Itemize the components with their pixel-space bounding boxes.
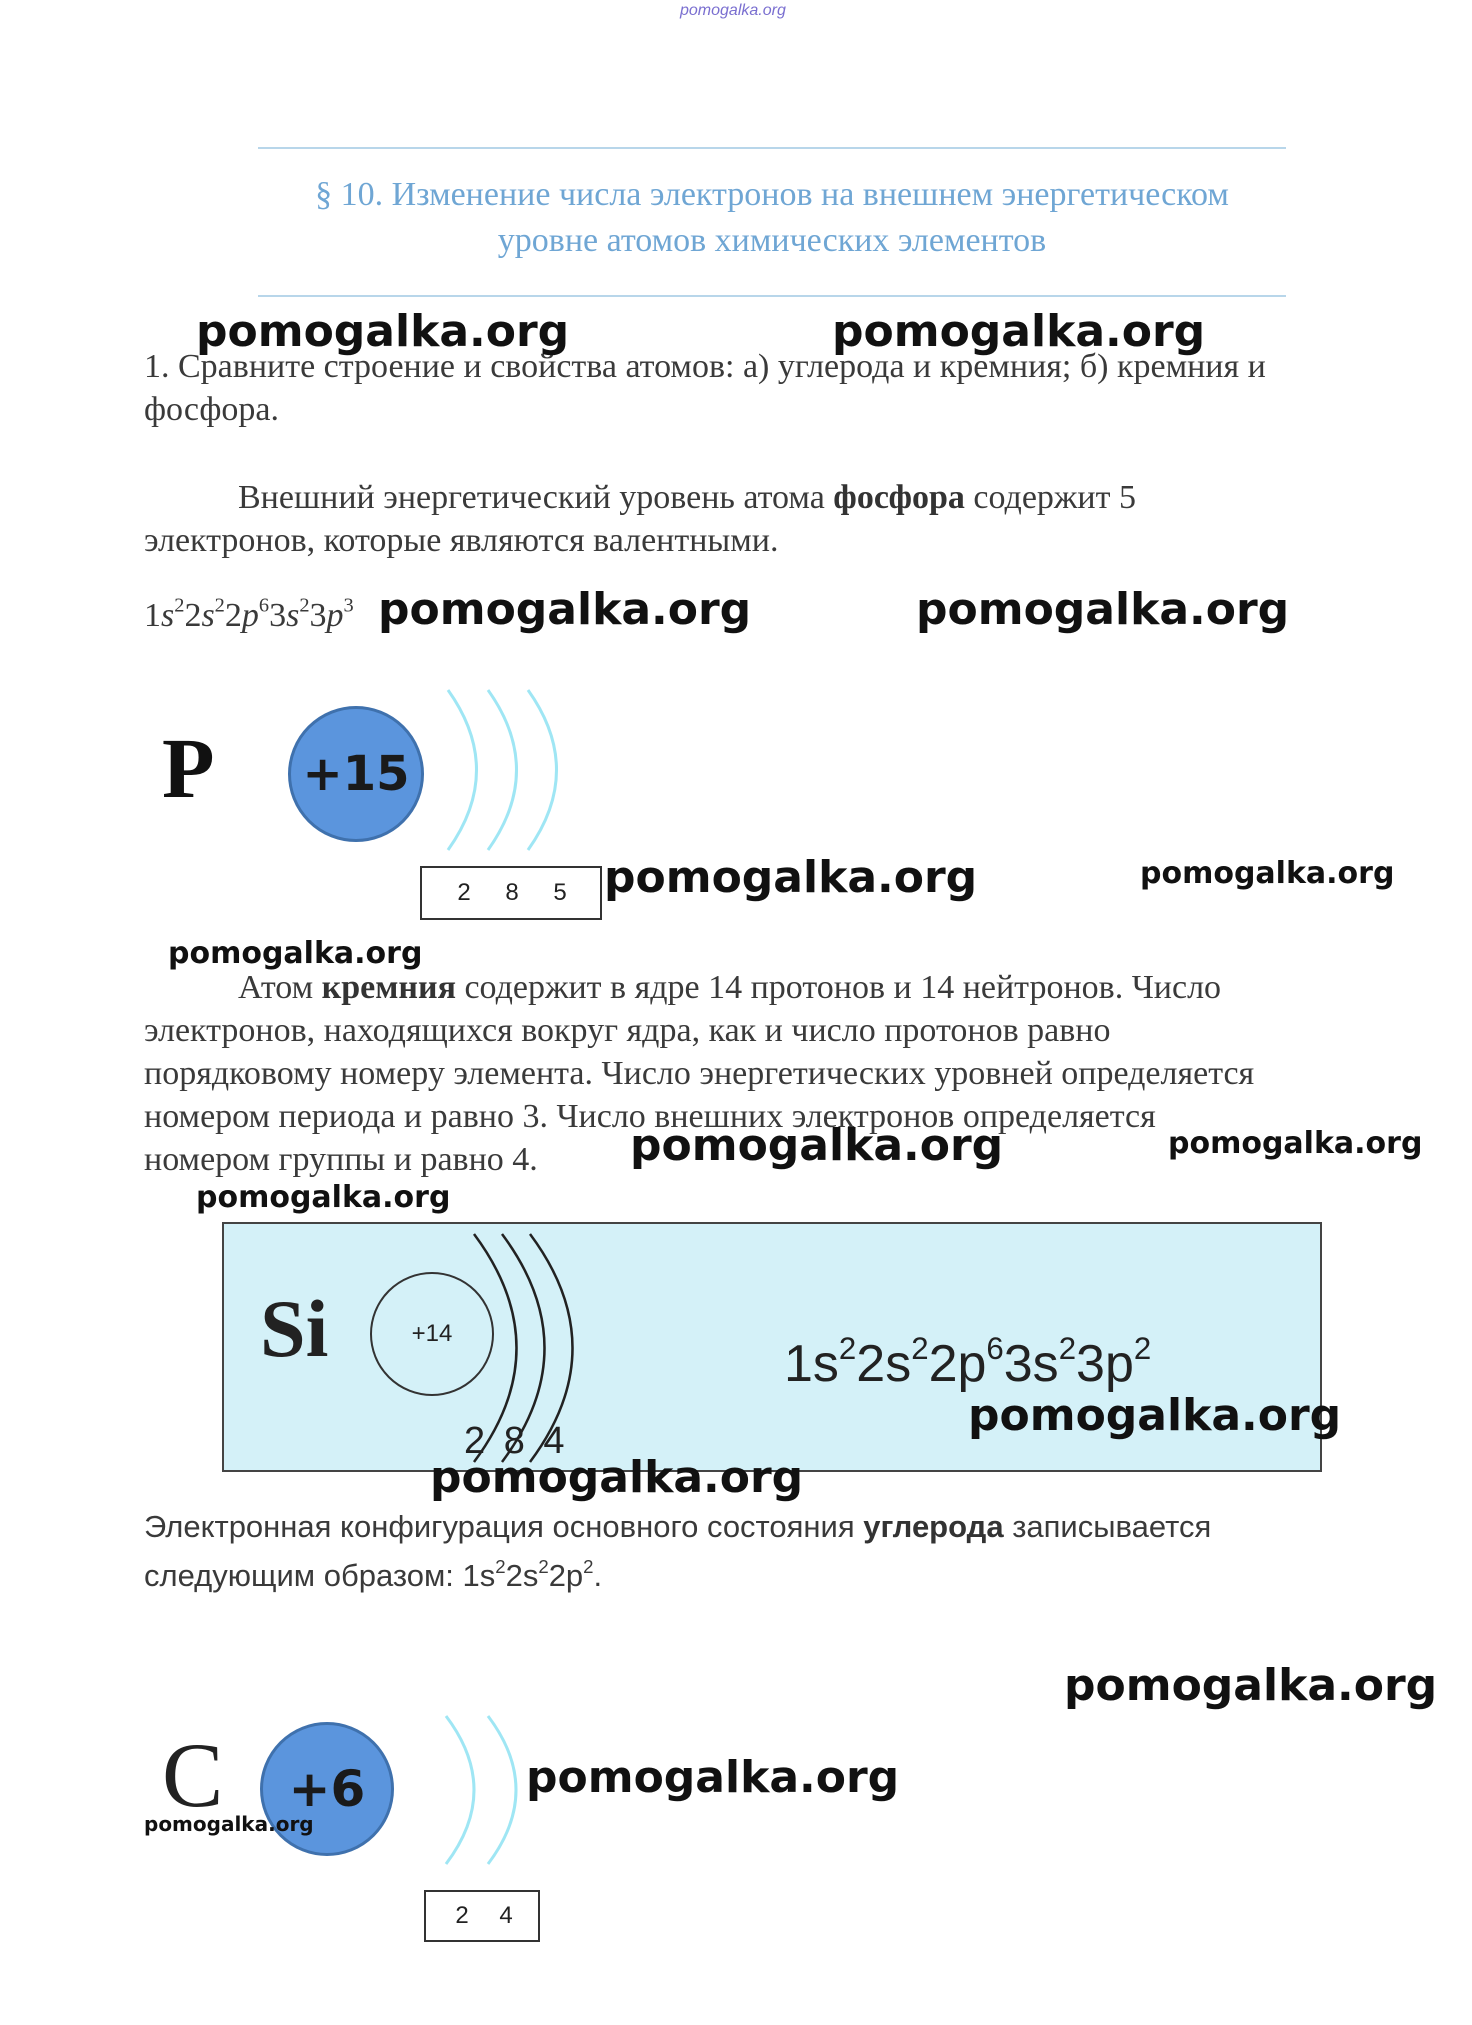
c-config-c3: 2p [548, 1558, 584, 1593]
watermark: pomogalka.org [604, 852, 978, 903]
phosphorus-line-1 [144, 476, 1394, 519]
phosphorus-line-2: электронов, которые являются валентными. [144, 522, 779, 559]
carbon-line2-pre: следующим образом: 1s [144, 1558, 496, 1593]
p-config-e1: 2 [174, 594, 185, 617]
carbon-text-pre: Электронная конфигурация основного состояния [144, 1509, 864, 1544]
c-config-end: . [593, 1558, 603, 1593]
phosphorus-text-post: содержит 5 [964, 479, 1136, 516]
phosphorus-bold: фосфора [833, 479, 965, 516]
p-config-s2: s [201, 597, 215, 634]
phosphorus-shell-counts [420, 866, 602, 920]
header-site-link[interactable]: pomogalka.org [680, 2, 786, 19]
p-config-p5: p [326, 597, 344, 634]
watermark: pomogalka.org [430, 1452, 804, 1503]
phosphorus-shell-3 [528, 690, 557, 850]
phosphorus-paragraph [144, 476, 1394, 562]
c-config-e3: 2 [583, 1555, 594, 1577]
carbon-text-post: записывается [1003, 1509, 1212, 1544]
silicon-line-3: порядковому номеру элемента. Число энергетических уровней определяется [144, 1055, 1255, 1092]
si-config-e2: 2 [911, 1331, 929, 1367]
carbon-line-1 [144, 1502, 1394, 1551]
p-config-n3: 2 [224, 597, 242, 634]
title-top-rule [258, 147, 1286, 149]
p-config-e5: 3 [343, 594, 354, 617]
silicon-symbol: Si [260, 1283, 329, 1374]
si-config-c3: 2p [928, 1335, 987, 1393]
phosphorus-nucleus [288, 706, 424, 842]
watermark: pomogalka.org [378, 584, 752, 635]
carbon-shell-2 [488, 1716, 516, 1864]
silicon-line-4: номером периода и равно 3. Число внешних электронов определяется [144, 1098, 1156, 1135]
si-config-c4: 3s [1003, 1335, 1059, 1393]
watermark: pomogalka.org [1168, 1126, 1423, 1161]
phosphorus-symbol: P [162, 720, 215, 816]
watermark: pomogalka.org [196, 306, 570, 357]
si-config-e3: 6 [986, 1331, 1004, 1367]
carbon-shell-count-2: 4 [499, 1902, 513, 1929]
c-config-e2: 2 [538, 1555, 549, 1577]
silicon-shell-count-1: 2 [464, 1420, 490, 1462]
p-config-n1: 1 [144, 597, 161, 634]
si-config-e4: 2 [1058, 1331, 1077, 1367]
p-config-p3: p [241, 597, 259, 634]
phosphorus-shells-icon [430, 670, 620, 870]
p-config-e2: 2 [214, 594, 225, 617]
watermark: pomogalka.org [1064, 1660, 1438, 1711]
carbon-bold: углерода [863, 1509, 1004, 1544]
watermark: pomogalka.org [968, 1390, 1342, 1441]
carbon-paragraph [144, 1502, 1394, 1600]
si-config-c1: 1s [784, 1335, 839, 1393]
title-bottom-rule [258, 295, 1286, 297]
p-config-e3: 6 [258, 594, 270, 617]
p-config-n2: 2 [184, 597, 202, 634]
silicon-text-pre: Атом [238, 969, 322, 1006]
p-config-n4: 3 [269, 597, 287, 634]
phosphorus-text-pre: Внешний энергетический уровень атома [238, 479, 834, 516]
phosphorus-charge: +15 [302, 746, 410, 802]
section-title-line-2: уровне атомов химических элементов [497, 222, 1047, 259]
si-config-c2: 2s [856, 1335, 912, 1393]
p-config-s4: s [286, 597, 300, 634]
silicon-config [784, 1331, 1152, 1394]
silicon-line-1 [144, 966, 1394, 1009]
watermark: pomogalka.org [630, 1120, 1004, 1171]
p-config-s1: s [161, 597, 175, 634]
question-line-2: фосфора. [144, 391, 280, 428]
phosphorus-shell-count-2: 8 [505, 879, 519, 906]
watermark: pomogalka.org [168, 936, 423, 971]
silicon-shell-count-2: 8 [503, 1420, 529, 1462]
silicon-shell-count-3: 4 [543, 1420, 569, 1462]
phosphorus-shell-1 [448, 690, 477, 850]
silicon-line-5: номером группы и равно 4. [144, 1141, 538, 1178]
silicon-line-2: электронов, находящихся вокруг ядра, как и число протонов равно [144, 1012, 1111, 1049]
p-config-n5: 3 [309, 597, 327, 634]
si-config-c5: 3p [1076, 1335, 1134, 1393]
watermark: pomogalka.org [916, 584, 1290, 635]
phosphorus-shell-2 [488, 690, 517, 850]
c-config-c2: 2s [505, 1558, 539, 1593]
carbon-symbol: C [162, 1724, 224, 1826]
phosphorus-shell-count-1: 2 [457, 879, 471, 906]
watermark: pomogalka.org [1140, 856, 1395, 891]
carbon-charge: +6 [288, 1760, 366, 1818]
phosphorus-shell-count-3: 5 [553, 879, 567, 906]
section-title [200, 172, 1344, 264]
si-config-e1: 2 [838, 1331, 857, 1367]
question-line-1: 1. Сравните строение и свойства атомов: а) углерода и кремния; б) кремния и [144, 348, 1266, 385]
carbon-shell-count-1: 2 [455, 1902, 469, 1929]
watermark: pomogalka.org [526, 1752, 900, 1803]
si-config-e5: 2 [1133, 1331, 1152, 1367]
watermark: pomogalka.org [144, 1812, 314, 1836]
watermark: pomogalka.org [196, 1180, 451, 1215]
silicon-text-post: содержит в ядре 14 протонов и 14 нейтронов. Число [455, 969, 1222, 1006]
silicon-bold: кремния [321, 969, 456, 1006]
carbon-shell-counts [424, 1890, 540, 1942]
watermark: pomogalka.org [832, 306, 1206, 357]
question-text [144, 345, 1394, 431]
section-title-line-1: § 10. Изменение числа электронов на внешнем энергетическом [315, 176, 1229, 213]
carbon-shell-1 [446, 1716, 474, 1864]
c-config-e1: 2 [495, 1555, 506, 1577]
p-config-e4: 2 [299, 594, 310, 617]
silicon-charge: +14 [411, 1320, 453, 1347]
carbon-line-2 [144, 1551, 1394, 1600]
